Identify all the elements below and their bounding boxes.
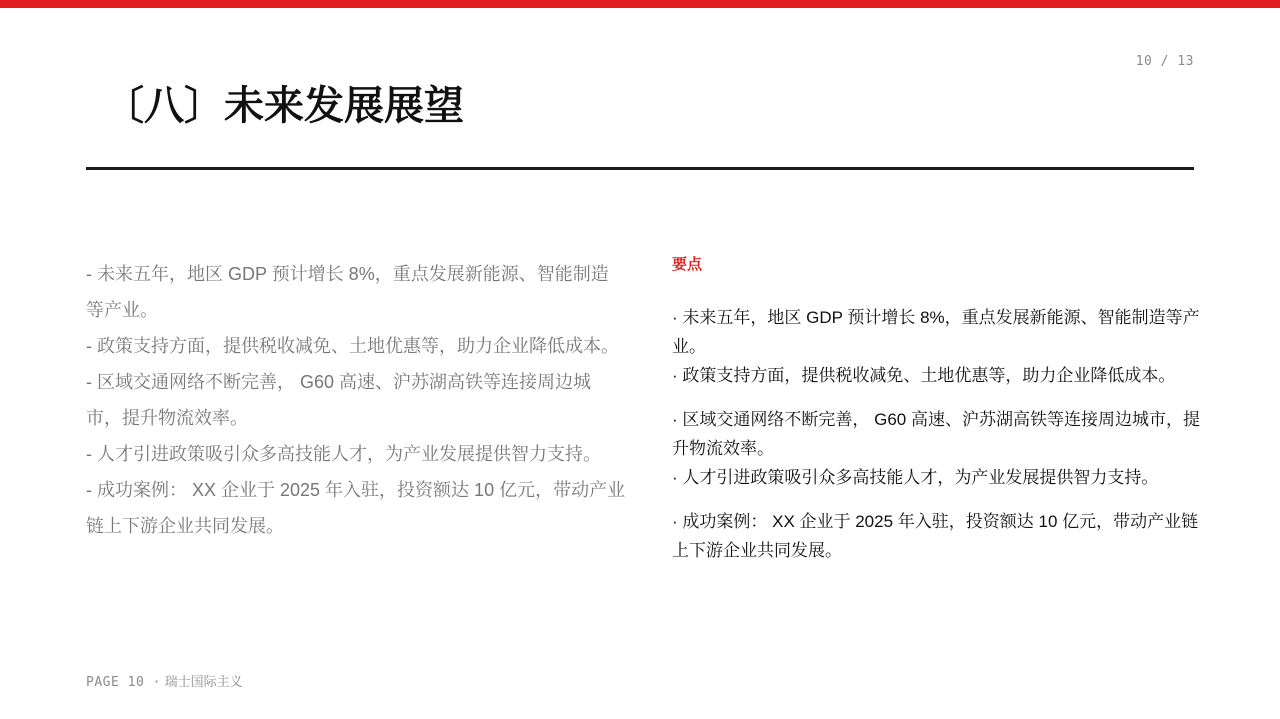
body-paragraph-1: - 未来五年，地区 GDP 预计增长 8%，重点发展新能源、智能制造等产业。 [86,264,609,320]
footer-page-label: PAGE 10 · [86,675,161,690]
page-counter: 10 / 13 [1135,54,1194,69]
key-point-1: · 未来五年，地区 GDP 预计增长 8%，重点发展新能源、智能制造等产业。 [672,308,1200,356]
key-point-4: · 人才引进政策吸引众多高技能人才，为产业发展提供智力支持。 [672,468,1159,487]
top-accent-bar [0,0,1280,8]
body-paragraph-3: - 区域交通网络不断完善， G60 高速、沪苏湖高铁等连接周边城市，提升物流效率。 [86,372,592,428]
key-point-5: · 成功案例： XX 企业于 2025 年入驻，投资额达 10 亿元，带动产业链上下游企业共同发展。 [672,512,1199,560]
key-point-3: · 区域交通网络不断完善， G60 高速、沪苏湖高铁等连接周边城市，提升物流效率。 [672,410,1200,458]
slide-footer [86,671,243,690]
key-points-panel [672,253,1202,580]
footer-org-name: 瑞士国际主义 [164,674,243,689]
body-text-column [86,256,626,544]
key-point-2: · 政策支持方面，提供税收减免、土地优惠等，助力企业降低成本。 [672,366,1176,385]
slide-title: 〔八〕未来发展展望 [104,84,464,128]
body-paragraph-4: - 人才引进政策吸引众多高技能人才，为产业发展提供智力支持。 [86,444,601,464]
body-paragraph-5: - 成功案例： XX 企业于 2025 年入驻，投资额达 10 亿元，带动产业链上下游企业共同发展。 [86,480,626,536]
body-paragraph-2: - 政策支持方面，提供税收减免、土地优惠等，助力企业降低成本。 [86,336,619,356]
key-points-label: 要点 [672,256,703,273]
title-divider [86,167,1194,170]
